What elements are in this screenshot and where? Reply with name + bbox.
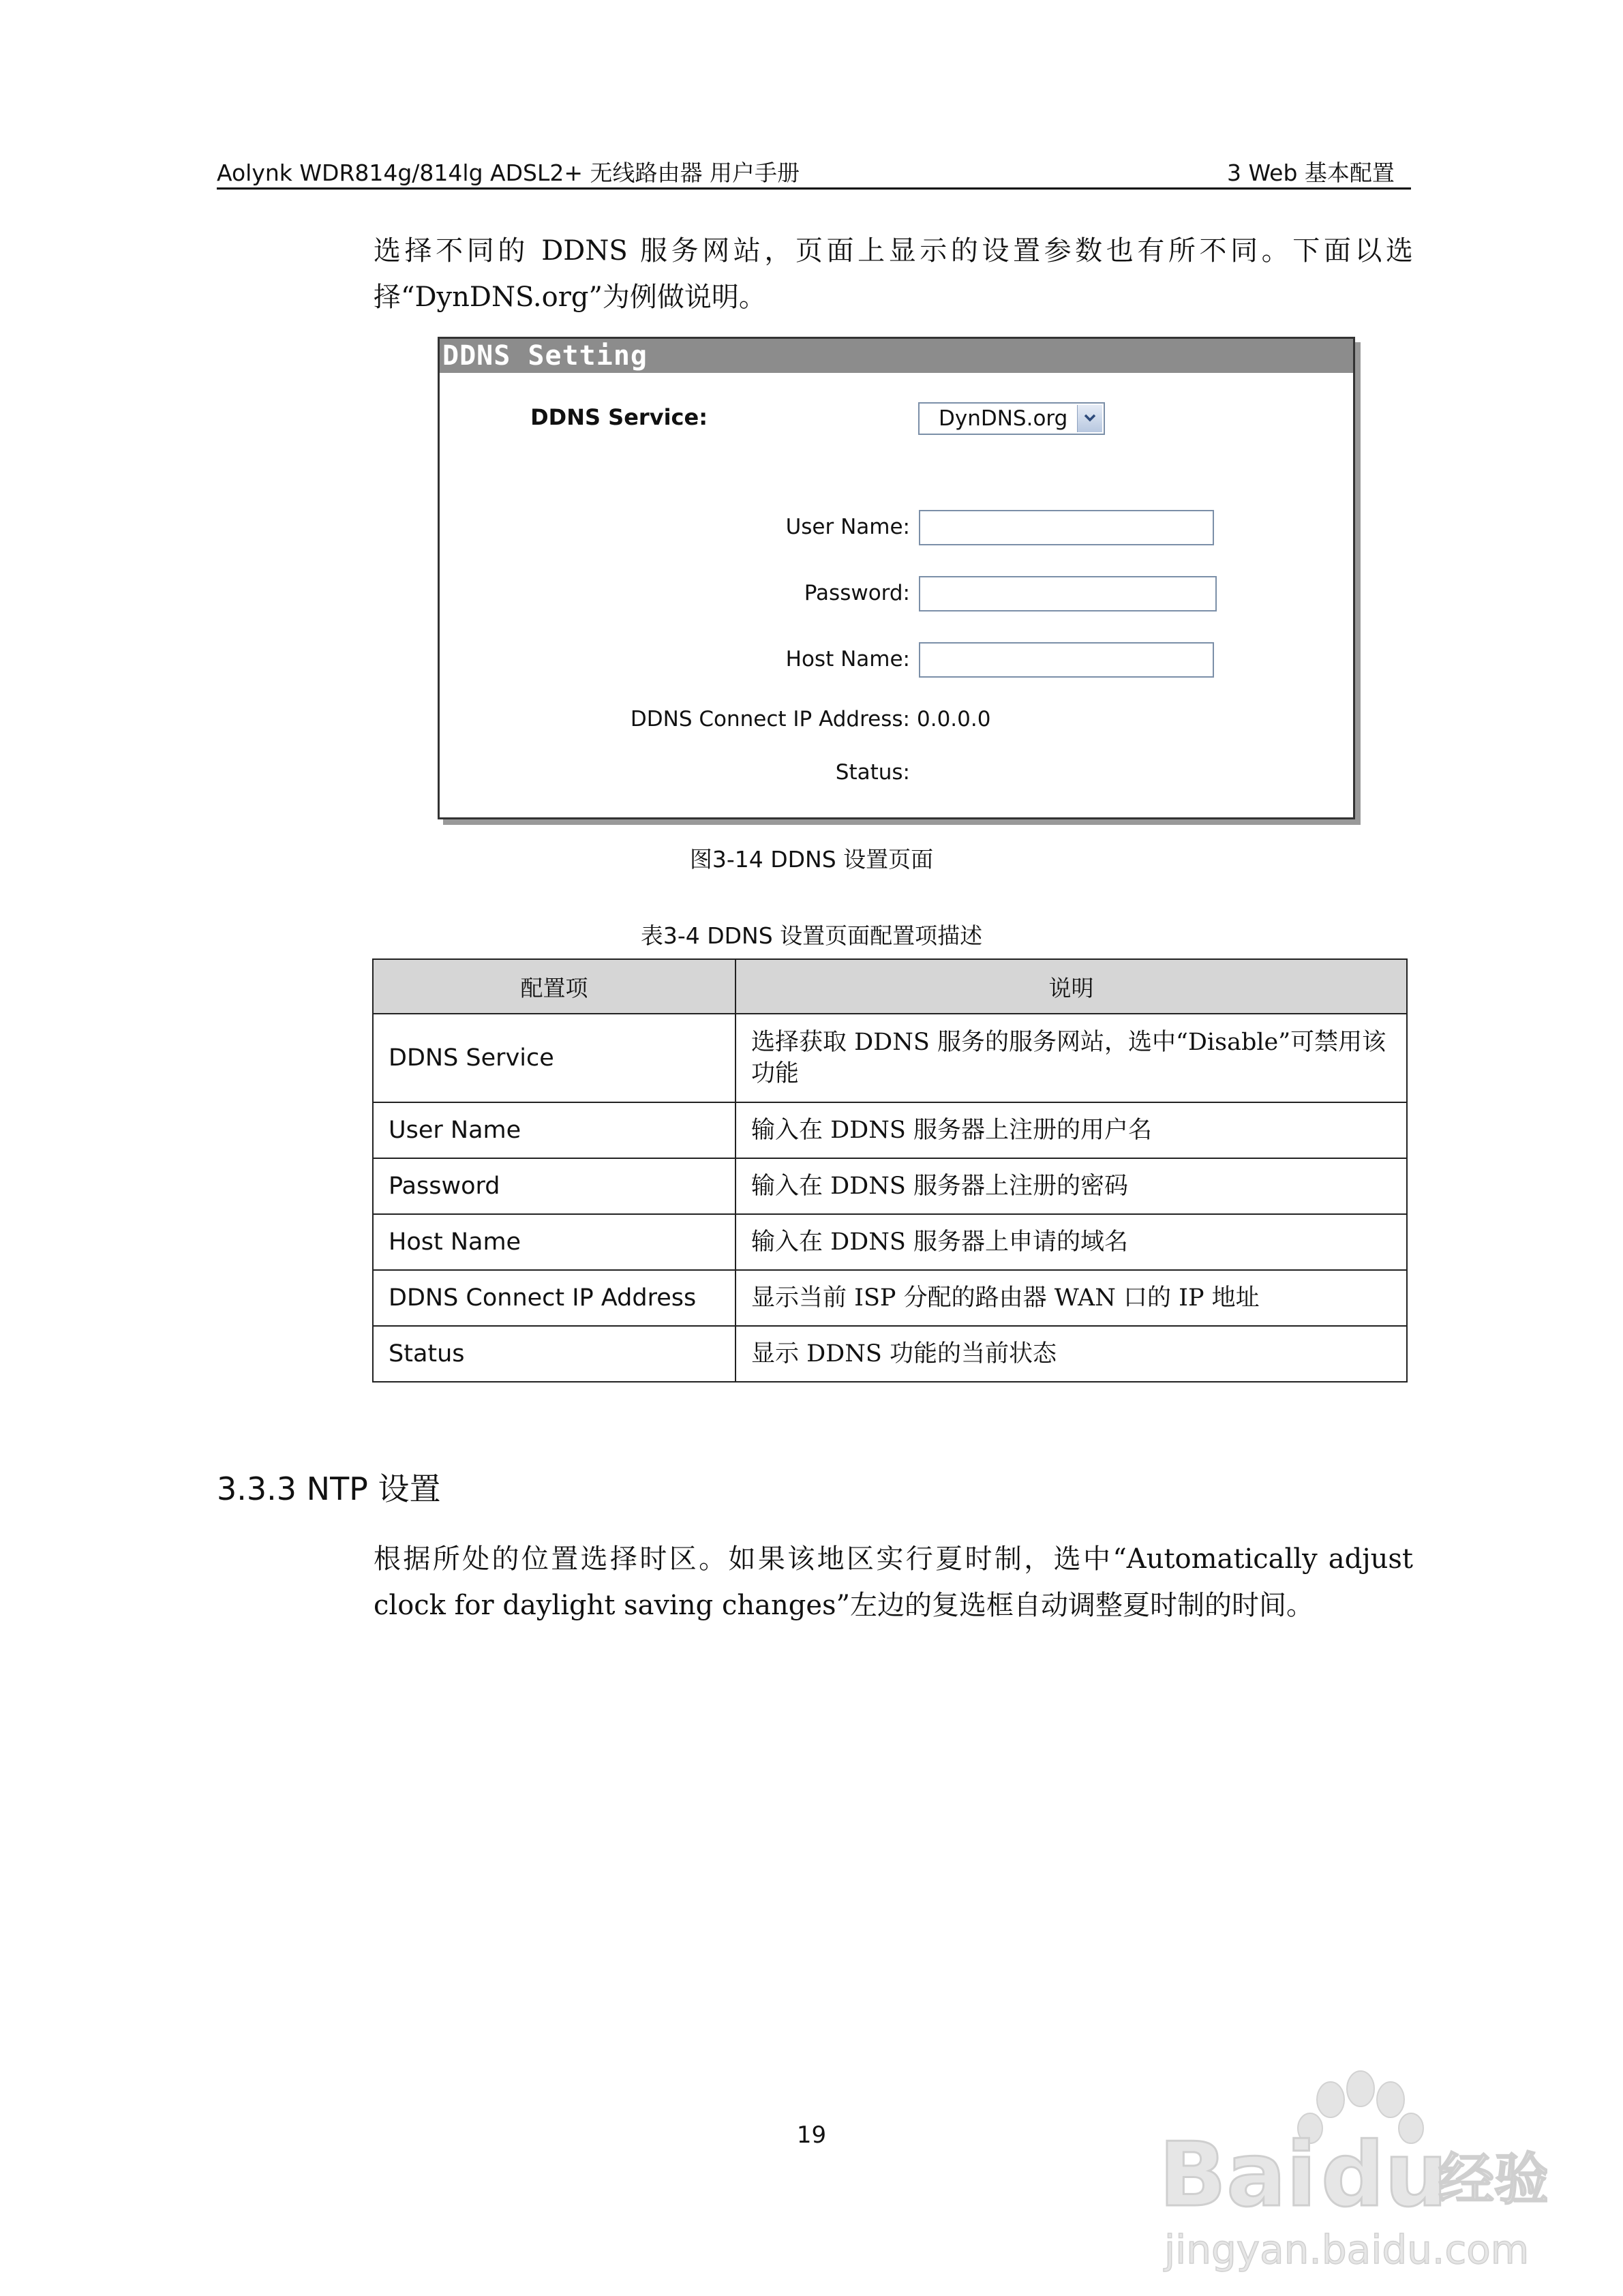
- ntp-paragraph: 根据所处的位置选择时区。如果该地区实行夏时制，选中“Automatically adjust clock for daylight saving changes”左边的复选框自动调整夏时制的时间。: [374, 1543, 1413, 1621]
- svg-text:Bai: Bai: [1159, 2123, 1317, 2226]
- table-row: [373, 1102, 1407, 1158]
- table-caption: 表3-4 DDNS 设置页面配置项描述: [640, 922, 983, 949]
- header-right: 3 Web 基本配置: [1227, 160, 1395, 186]
- table-cell-desc: 输入在 DDNS 服务器上注册的密码: [735, 1158, 1407, 1214]
- host-name-input[interactable]: [919, 642, 1214, 678]
- table-row: [373, 1158, 1407, 1214]
- table-cell-desc: 输入在 DDNS 服务器上申请的域名: [735, 1214, 1407, 1270]
- host-name-label: Host Name:: [785, 647, 910, 671]
- intro-paragraph: 选择不同的 DDNS 服务网站，页面上显示的设置参数也有所不同。下面以选择“DynDNS.org”为例做说明。: [374, 235, 1413, 313]
- svg-text:du: du: [1321, 2123, 1448, 2226]
- table-cell-desc: 显示 DDNS 功能的当前状态: [735, 1326, 1407, 1382]
- table-cell-desc: 显示当前 ISP 分配的路由器 WAN 口的 IP 地址: [735, 1270, 1407, 1326]
- table-cell-item: DDNS Connect IP Address: [373, 1270, 735, 1326]
- config-table: [372, 958, 1408, 1383]
- figure-caption: 图3-14 DDNS 设置页面: [689, 846, 934, 873]
- page-number: 19: [796, 2121, 827, 2149]
- header-left: Aolynk WDR814g/814lg ADSL2+ 无线路由器 用户手册: [217, 160, 800, 186]
- table-header-item: 配置项: [373, 959, 735, 1014]
- chevron-down-icon[interactable]: [1077, 405, 1102, 432]
- ddns-service-select[interactable]: [918, 402, 1105, 435]
- header-rule: [217, 187, 1411, 190]
- table-cell-desc: 输入在 DDNS 服务器上注册的用户名: [735, 1102, 1407, 1158]
- ddns-ip-value: 0.0.0.0: [917, 707, 991, 731]
- table-header-row: [373, 959, 1407, 1014]
- user-name-input[interactable]: [919, 510, 1214, 545]
- table-cell-item: Status: [373, 1326, 735, 1382]
- table-row: [373, 1326, 1407, 1382]
- table-row: [373, 1014, 1407, 1102]
- table-cell-item: User Name: [373, 1102, 735, 1158]
- svg-text:jingyan.baidu.com: jingyan.baidu.com: [1164, 2226, 1530, 2273]
- table-cell-item: Password: [373, 1158, 735, 1214]
- panel-title-bar: [440, 339, 1353, 373]
- status-label: Status:: [835, 760, 910, 785]
- svg-text:经验: 经验: [1438, 2147, 1547, 2212]
- table-cell-desc: 选择获取 DDNS 服务的服务网站，选中“Disable”可禁用该功能: [735, 1014, 1407, 1102]
- table-cell-item: DDNS Service: [373, 1014, 735, 1102]
- panel-title: DDNS Setting: [442, 340, 648, 372]
- ddns-setting-panel: [438, 337, 1355, 819]
- password-label: Password:: [804, 581, 910, 605]
- user-name-label: User Name:: [785, 515, 910, 539]
- table-row: [373, 1270, 1407, 1326]
- baidu-jingyan-watermark: [1152, 2066, 1547, 2291]
- password-input[interactable]: [919, 576, 1217, 611]
- ddns-service-value: DynDNS.org: [939, 406, 1068, 431]
- table-row: [373, 1214, 1407, 1270]
- section-title: 3.3.3 NTP 设置: [217, 1470, 441, 1507]
- table-cell-item: Host Name: [373, 1214, 735, 1270]
- ddns-ip-label: DDNS Connect IP Address:: [630, 707, 910, 731]
- table-header-desc: 说明: [735, 959, 1407, 1014]
- ddns-service-label: DDNS Service:: [530, 404, 708, 430]
